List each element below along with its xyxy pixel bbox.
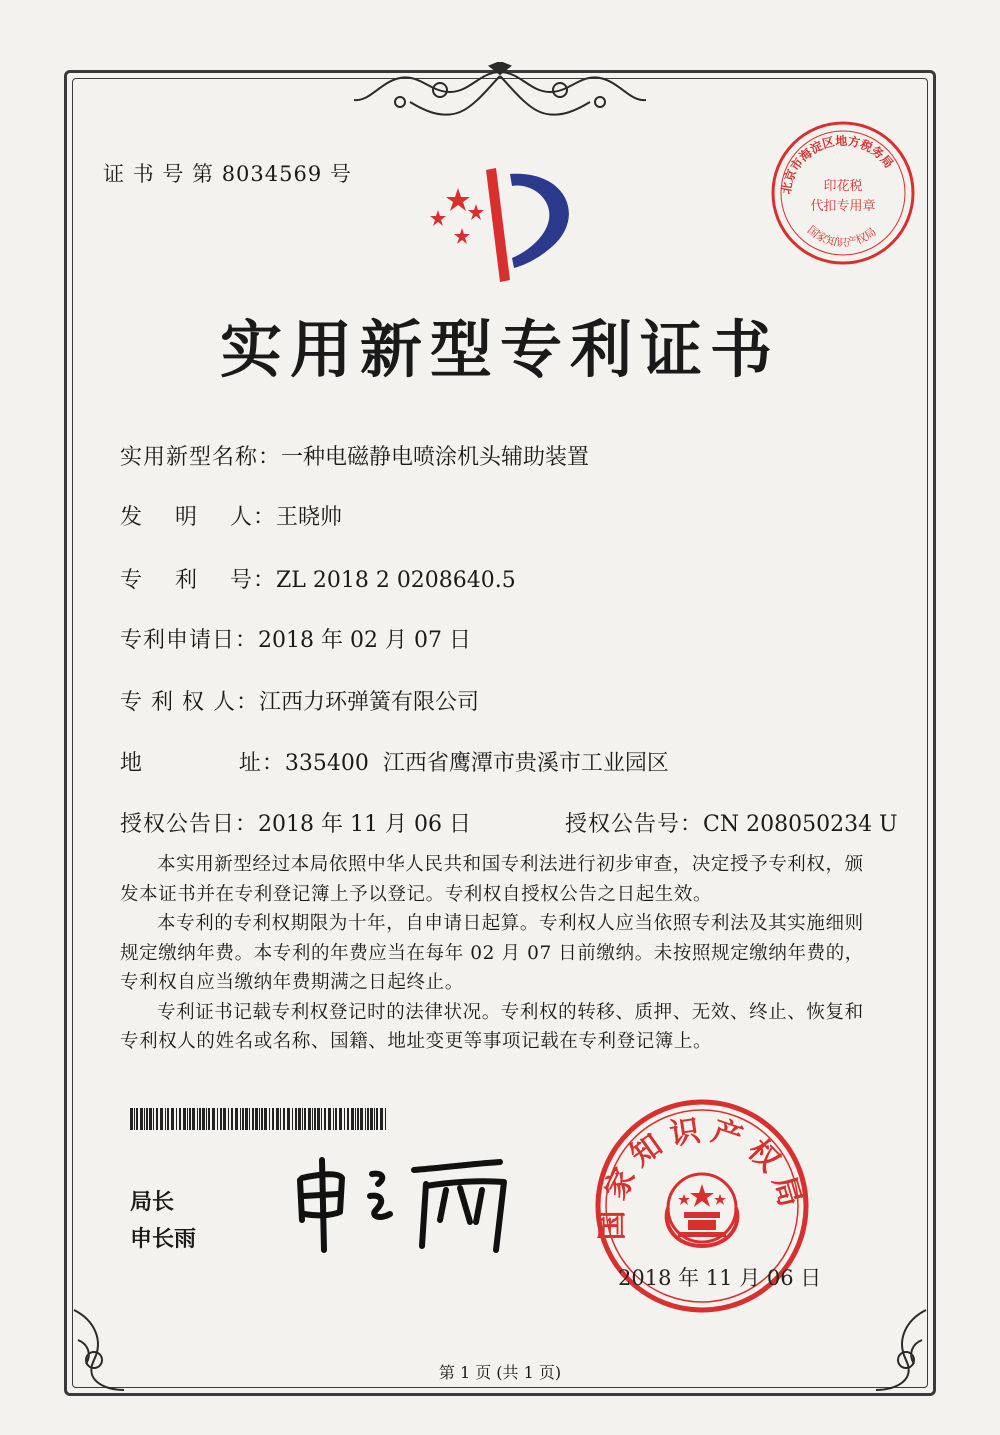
- director-title: 局长: [130, 1190, 175, 1215]
- address-row: [120, 746, 669, 777]
- inventor-row: [120, 500, 342, 531]
- filing-date-label: 专利申请日：: [120, 628, 259, 653]
- body-paragraph-3: 专利证书记载专利权登记时的法律状况。专利权的转移、质押、无效、终止、恢复和专利权人的姓名或名称、国籍、地址变更等事项记载在专利登记簿上。: [120, 1001, 864, 1052]
- filing-date-row: [120, 623, 471, 654]
- seal-date: 2018 年 11 月 06 日: [618, 1266, 822, 1290]
- patent-number-value: ZL 2018 2 0208640.5: [275, 568, 516, 593]
- body-paragraph-2: 本专利的专利权期限为十年，自申请日起算。专利权人应当依照专利法及其实施细则规定缴纳年费。本专利的年费应当在每年 02 月 07 日前缴纳。未按照规定缴纳年费的，专利权自应当缴纳年费期满之日起终止。: [120, 913, 864, 993]
- bottom-right-ornament-icon: [856, 1300, 936, 1400]
- tax-stamp-bottom-text: 国家知识产权局: [804, 223, 879, 250]
- grant-date-row: [120, 807, 471, 838]
- inventor-value: 王晓帅: [275, 505, 342, 530]
- patent-office-logo-icon: [418, 160, 588, 290]
- patent-number-row: [120, 563, 516, 594]
- director-signature-icon: [290, 1150, 520, 1260]
- svg-text:印花税: 印花税: [823, 179, 863, 194]
- page-number: 第 1 页 (共 1 页): [438, 1363, 562, 1382]
- utility-model-name-row: [120, 440, 589, 471]
- certificate-body: [120, 850, 880, 1057]
- grant-date-value: 2018 年 11 月 06 日: [258, 812, 471, 837]
- address-value: 335400 江西省鹰潭市贵溪市工业园区: [284, 751, 669, 776]
- address-label: 地 址：: [120, 751, 285, 776]
- grant-number-value: CN 208050234 U: [703, 812, 898, 837]
- svg-text:国家知识产权局: [805, 223, 879, 249]
- certificate-number: 证 书 号 第 8034569 号: [103, 162, 352, 186]
- grant-number-label: 授权公告号：: [565, 812, 704, 837]
- barcode-icon: [130, 1108, 390, 1130]
- filing-date-value: 2018 年 02 月 07 日: [258, 628, 471, 653]
- patentee-value: 江西力环弹簧有限公司: [258, 690, 479, 715]
- tax-stamp-top-text: 北京市海淀区地方税务局: [778, 133, 897, 196]
- patentee-label: 专 利 权 人：: [120, 690, 259, 715]
- grant-date-label: 授权公告日：: [120, 812, 259, 837]
- utility-model-name-label: 实用新型名称：: [120, 445, 282, 470]
- utility-model-name-value: 一种电磁静电喷涂机头辅助装置: [281, 445, 590, 470]
- page-title: 实用新型专利证书: [219, 313, 780, 386]
- bottom-left-ornament-icon: [64, 1300, 144, 1400]
- body-paragraph-1: 本实用新型经过本局依照中华人民共和国专利法进行初步审查，决定授予专利权，颁发本证书并在专利登记簿上予以登记。专利权自授权公告之日起生效。: [120, 854, 864, 905]
- patentee-row: [120, 685, 479, 716]
- patent-number-label: 专 利 号：: [120, 568, 276, 593]
- director-name: 申长雨: [130, 1227, 197, 1252]
- inventor-label: 发 明 人：: [120, 505, 276, 530]
- grant-number-row: [565, 807, 898, 838]
- cnipa-seal-text: 国家知识产权局: [594, 1112, 810, 1241]
- top-ornament-icon: [340, 62, 660, 132]
- tax-stamp-icon: [768, 118, 918, 268]
- svg-text:代扣专用章: 代扣专用章: [810, 199, 876, 214]
